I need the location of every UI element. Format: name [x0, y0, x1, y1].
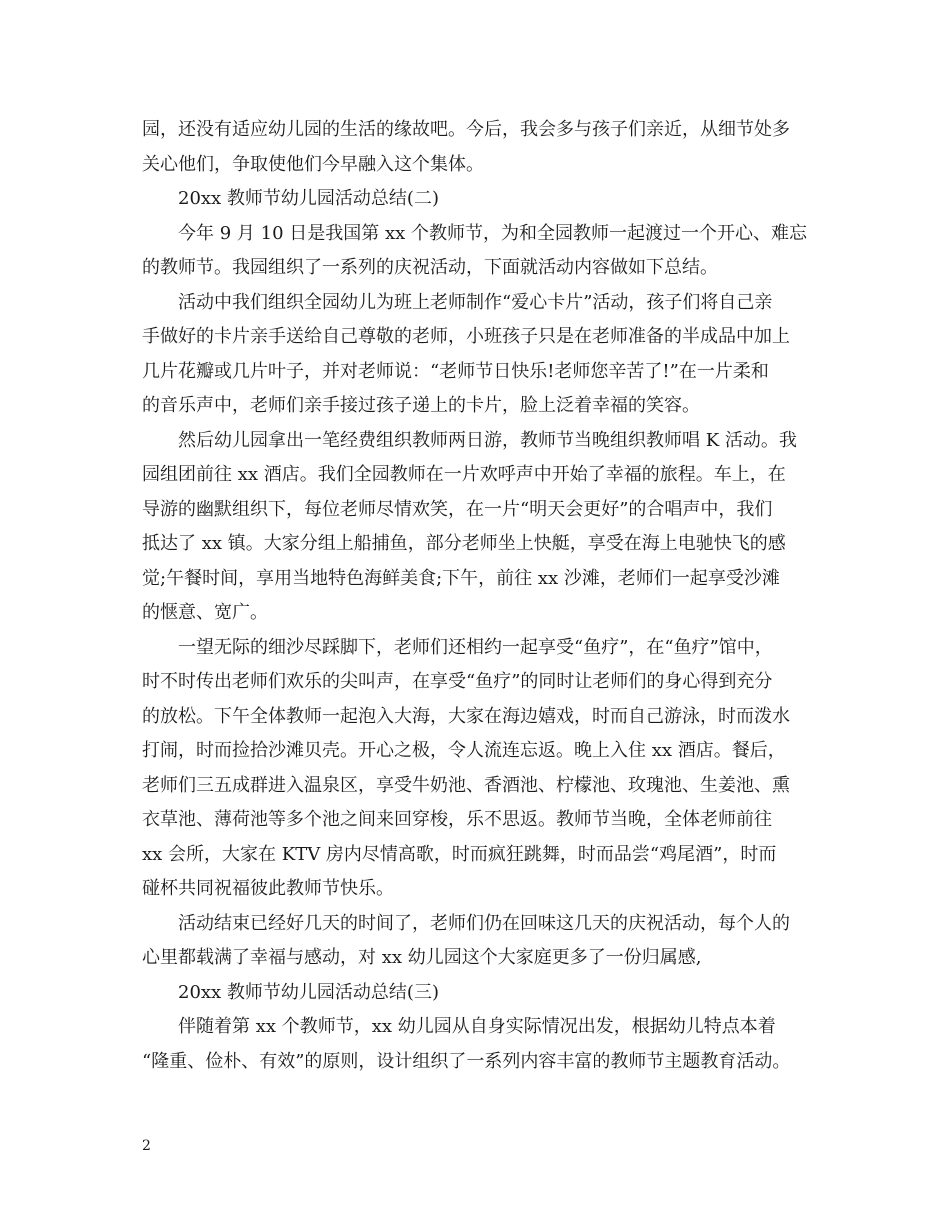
text-line: 几片花瓣或几片叶子，并对老师说：“老师节日快乐!老师您辛苦了!”在一片柔和 — [142, 360, 769, 382]
text-line: 抵达了 xx 镇。大家分组上船捕鱼，部分老师坐上快艇，享受在海上电驰快飞的感 — [142, 533, 786, 554]
text-line: “隆重、俭朴、有效”的原则，设计组织了一系列内容丰富的教师节主题教育活动。 — [142, 1050, 791, 1072]
text-line: 的放松。下午全体教师一起泡入大海，大家在海边嬉戏，时而自己游泳，时而泼水 — [142, 705, 790, 727]
text-line: 20xx 教师节幼儿园活动总结(二) — [178, 188, 439, 209]
text-line: 打闹，时而捡拾沙滩贝壳。开心之极，令人流连忘返。晚上入住 xx 酒店。餐后， — [142, 740, 786, 761]
text-line: 今年 9 月 10 日是我国第 xx 个教师节，为和全园教师一起渡过一个开心、难忘 — [178, 222, 807, 244]
document-body — [142, 113, 828, 1079]
text-line: 心里都载满了幸福与感动，对 xx 幼儿园这个大家庭更多了一份归属感, — [142, 947, 702, 968]
text-line: 老师们三五成群进入温泉区，享受牛奶池、香酒池、柠檬池、玫瑰池、生姜池、熏 — [142, 774, 790, 796]
text-line: 的教师节。我园组织了一系列的庆祝活动，下面就活动内容做如下总结。 — [142, 257, 718, 278]
text-line: 的惬意、宽广。 — [142, 602, 268, 623]
text-line: 伴随着第 xx 个教师节，xx 幼儿园从自身实际情况出发，根据幼儿特点本着 — [178, 1016, 776, 1037]
text-line: 一望无际的细沙尽踩脚下，老师们还相约一起享受“鱼疗”，在“鱼疗”馆中， — [178, 636, 773, 658]
text-line: 活动结束已经好几天的时间了，老师们仍在回味这几天的庆祝活动，每个人的 — [178, 912, 790, 934]
text-line: 园组团前往 xx 酒店。我们全园教师在一片欢呼声中开始了幸福的旅程。车上，在 — [142, 464, 786, 485]
text-line: 时不时传出老师们欢乐的尖叫声，在享受“鱼疗”的同时让老师们的身心得到充分 — [142, 671, 773, 692]
text-line: 园，还没有适应幼儿园的生活的缘故吧。今后，我会多与孩子们亲近，从细节处多 — [142, 119, 790, 140]
text-line: 碰杯共同祝福彼此教师节快乐。 — [142, 878, 394, 899]
text-line: 关心他们，争取使他们今早融入这个集体。 — [142, 153, 484, 175]
text-line: 活动中我们组织全园幼儿为班上老师制作“爱心卡片”活动，孩子们将自己亲 — [178, 291, 773, 313]
text-line: 的音乐声中，老师们亲手接过孩子递上的卡片，脸上泛着幸福的笑容。 — [142, 395, 700, 416]
text-line: 手做好的卡片亲手送给自己尊敬的老师，小班孩子只是在老师准备的半成品中加上 — [142, 326, 790, 347]
text-line: 导游的幽默组织下，每位老师尽情欢笑，在一片“明天会更好”的合唱声中，我们 — [142, 498, 773, 520]
text-line: 觉;午餐时间，享用当地特色海鲜美食;下午，前往 xx 沙滩，老师们一起享受沙滩 — [142, 567, 780, 589]
text-line: 然后幼儿园拿出一笔经费组织教师两日游，教师节当晚组织教师唱 K 活动。我 — [178, 429, 797, 451]
text-line: 衣草池、薄荷池等多个池之间来回穿梭，乐不思返。教师节当晚，全体老师前往 — [142, 809, 772, 830]
page-number: 2 — [142, 1138, 151, 1154]
text-line: xx 会所，大家在 KTV 房内尽情高歌，时而疯狂跳舞，时而品尝“鸡尾酒”，时而 — [142, 843, 777, 865]
text-line: 20xx 教师节幼儿园活动总结(三) — [178, 981, 439, 1003]
